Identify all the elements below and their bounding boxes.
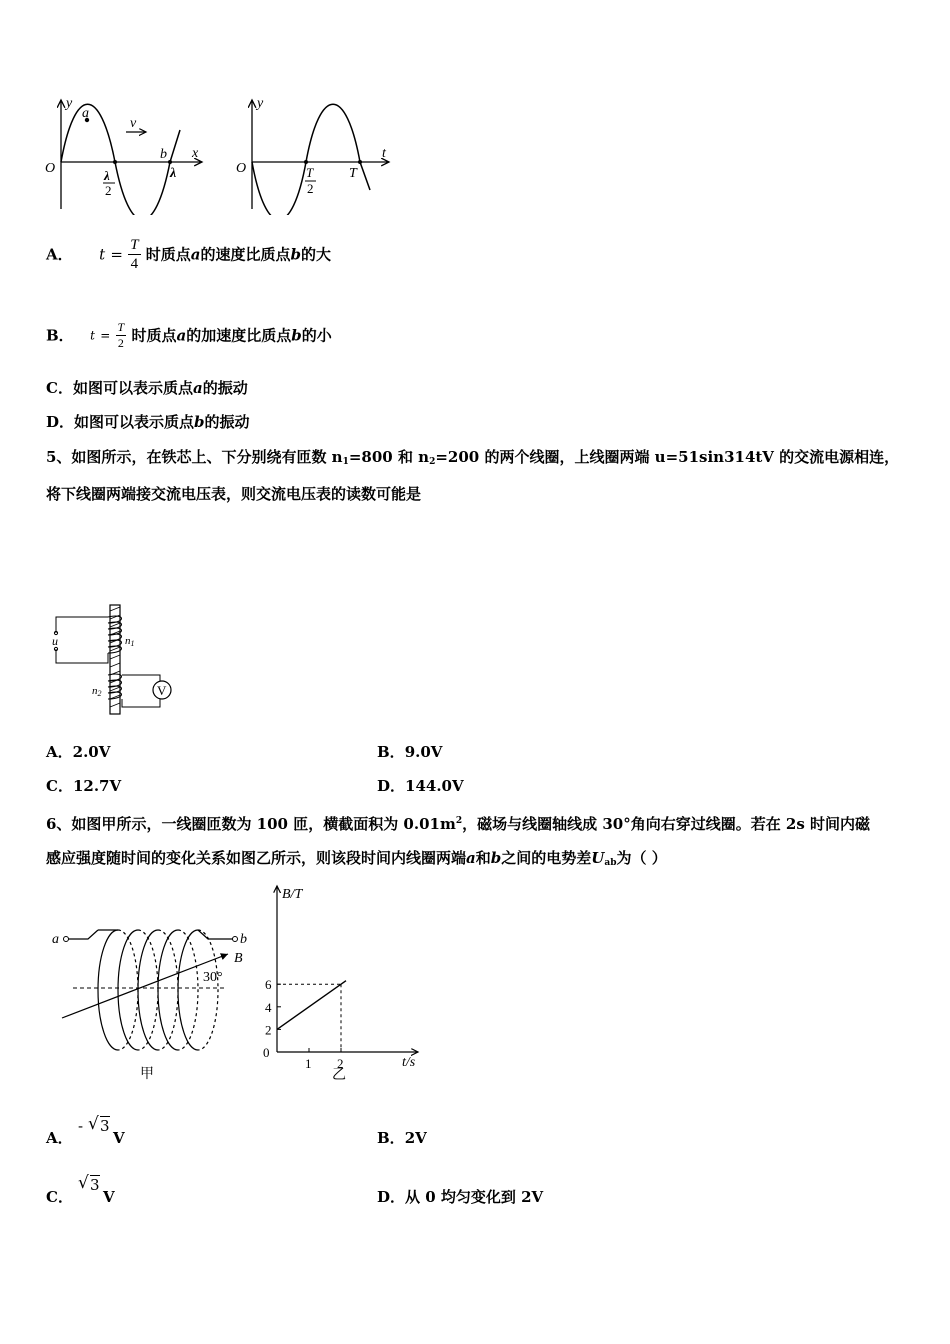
secondary-wires [122,675,160,681]
wave-graph [40,95,215,215]
vib-half-t-dot [304,160,308,164]
vib-half-t-num: T [306,165,314,180]
option-c-var-a: a [192,379,203,397]
option-letter: B． [377,1129,405,1147]
option-letter: A． [46,743,73,761]
wave-y-label: y [66,96,73,111]
option-letter: C． [46,1188,73,1206]
option-d-var-b: b [194,413,205,431]
wave-half-lambda-den: 2 [105,183,112,198]
q4-option-c [46,378,248,398]
primary-wires [56,617,108,633]
option-a-fraction [128,236,140,273]
b-field-arrow [62,954,228,1018]
q6-text-f: 为（ ） [616,849,667,867]
option-letter: A． [46,1129,73,1147]
q6-option-b [377,1128,427,1148]
wave-x-label: x [192,146,199,161]
option-b-den: 2 [117,336,124,350]
vib-t-dot [358,160,362,164]
transformer-figure [48,603,183,718]
q5-option-b [377,742,442,762]
option-c-radicand: 3 [90,1176,100,1194]
wave-origin: O [45,161,56,176]
angle-label: 30° [203,970,223,985]
option-d-text1: 如图可以表示质点 [74,413,195,431]
voltmeter-label: V [157,683,167,698]
q5-text-b: =800 和 n [348,448,430,466]
graph-y-label: B/T [282,887,303,902]
q5-stem-line1 [46,447,899,472]
option-a-text2: 的速度比质点 [200,245,291,264]
option-b-text2: 的加速度比质点 [186,326,292,345]
graph-marks [263,977,346,1071]
lead-b [198,930,233,939]
wave-half-lambda-num: λ [104,168,110,183]
y-tick-label-4: 4 [265,999,272,1015]
option-letter: B． [377,743,405,761]
option-text: 从 0 均匀变化到 2V [405,1188,544,1206]
option-c-unit: V [103,1188,115,1206]
option-d-text2: 的振动 [204,413,250,431]
q6-stem-line1 [46,811,870,834]
n1-label: n1 [125,635,135,648]
option-a-radicand: 3 [100,1117,110,1135]
q4-option-d [46,412,250,432]
option-text: 2.0V [72,743,111,761]
origin-label: 0 [263,1045,270,1060]
q6-option-d [377,1187,543,1207]
option-a-den: 4 [130,256,139,272]
option-c-sqrt: √ [78,1173,89,1193]
option-b-eq: = [100,328,111,343]
wave-point-b: b [160,147,167,162]
point-b-dot [168,160,172,164]
option-a-sign: - [78,1117,84,1135]
q6-text-b: ，磁场与线圈轴线成 30°角向右穿过线圈。若在 2s 时间内磁 [462,815,871,833]
coil-terminal-b-label: b [240,932,247,947]
x-tick-label-1: 1 [305,1056,312,1071]
q5-stem-line2: 将下线圈两端接交流电压表，则交流电压表的读数可能是 [46,485,422,503]
option-text: 2V [404,1129,427,1147]
option-a-var-b: b [290,245,302,264]
option-b-num: T [117,320,125,334]
q6-var-a: a [466,849,476,867]
option-letter: D． [377,777,406,795]
q6-text-d: 和 [475,849,491,867]
option-a-unit: V [113,1129,125,1147]
q6-text-c: 感应强度随时间的变化关系如图乙所示，则该段时间内线圈两端 [46,849,467,867]
vib-origin: O [236,161,247,176]
vibration-graph [232,95,397,215]
q6-text-e: 之间的电势差 [501,849,592,867]
wave-velocity-label: v [130,116,137,131]
option-text: 9.0V [404,743,443,761]
option-c-text1: 如图可以表示质点 [72,379,193,397]
coil-loops [98,930,218,1050]
vib-period: T [349,166,357,181]
q4-option-a [46,236,331,273]
option-b-fraction [116,320,127,351]
vib-t-label: t [382,146,386,161]
terminal-a [64,937,69,942]
q6-stem-line2 [46,848,667,873]
option-a-sqrt: √ [88,1114,99,1134]
vib-y-label: y [257,96,264,111]
q6-var-b: b [490,849,502,867]
q6-u-sub: ab [604,858,617,868]
option-letter: C． [46,777,73,795]
option-letter: D． [377,1188,406,1206]
option-b-var-a: a [176,326,187,345]
option-text: 144.0V [405,777,464,795]
lead-a [68,930,98,939]
q5-option-d [377,776,464,796]
option-letter: B． [46,326,74,345]
q5-option-c [46,776,121,796]
vib-half-t-den: 2 [307,181,314,196]
option-b-text3: 的小 [301,326,332,345]
option-c-text2: 的振动 [202,379,248,397]
coil-figure [48,918,258,1088]
y-tick-label-2: 2 [265,1022,272,1038]
primary-wires-b [56,649,108,663]
n2-label: n2 [92,685,102,698]
option-text: 12.7V [72,777,122,795]
half-lambda-dot [113,160,117,164]
wave-lambda: λ [170,166,177,181]
y-tick-label-6: 6 [265,977,272,993]
coil-terminal-a-label: a [52,932,59,947]
option-letter: C． [46,379,73,397]
coil-caption: 甲 [140,1067,154,1082]
option-a-var-a: a [190,245,201,264]
q5-text-a: 5、如图所示，在铁芯上、下分别绕有匝数 n [46,448,343,466]
option-b-t: t [90,328,95,343]
option-a-text3: 的大 [301,245,332,264]
q5-text-c: =200 的两个线圈，上线圈两端 u=51sin314tV 的交流电源相连， [435,448,900,466]
option-b-var-b: b [291,326,302,345]
wave-point-a: a [82,106,89,121]
vib-curve [252,104,370,215]
option-a-eq: = [110,245,123,264]
option-a-num: T [130,237,139,253]
graph-caption: 乙 [332,1068,346,1083]
terminal-b [233,937,238,942]
b-t-graph [258,880,428,1085]
option-a-text1: 时质点 [145,245,191,264]
q6-text-a: 6、如图甲所示，一线圈匝数为 100 匝，横截面积为 0.01m [46,815,456,833]
q5-sub-2: 2 [429,457,436,467]
source-u-label: u [52,634,58,648]
option-b-text1: 时质点 [131,326,177,345]
x-tick-label-2: 2 [337,1056,344,1071]
option-letter: D． [46,413,75,431]
option-a-t: t [99,245,106,264]
q5-option-a [46,742,110,762]
secondary-wires-b [122,699,160,707]
option-letter: A． [46,245,73,264]
q4-option-b [46,320,332,351]
graph-x-label: t/s [402,1055,416,1070]
b-field-label: B [234,951,243,966]
q5-sub-1: 1 [342,457,349,467]
q6-var-u: U [591,849,605,867]
q6-sup: 2 [455,816,463,826]
b-t-line [277,981,346,1030]
